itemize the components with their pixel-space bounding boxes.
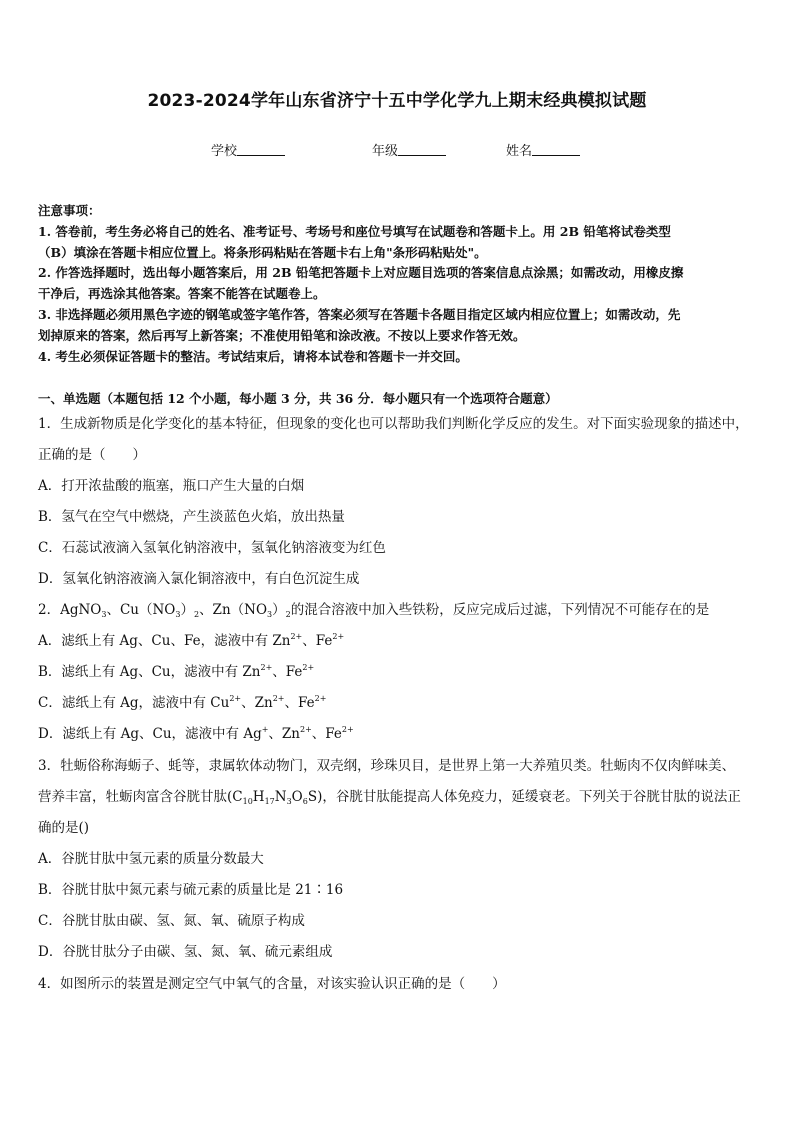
notice-line: 3. 非选择题必须用黑色字迹的钢笔或签字笔作答，答案必须写在答题卡各题目指定区域内相应位置上；如需改动，先 (38, 306, 681, 322)
superscript: 2+ (314, 694, 327, 703)
question-3-option-b: B．谷胱甘肽中氮元素与硫元素的质量比是 21∶16 (38, 882, 344, 898)
notice-line: 2. 作答选择题时，选出每小题答案后，用 2B 铅笔把答题卡上对应题目选项的答案信息点涂黑；如需改动，用橡皮擦 (38, 265, 684, 281)
text-run: 2．AgNO (38, 602, 102, 618)
notice-line: 1. 答卷前，考生务必将自己的姓名、准考证号、考场号和座位号填写在试题卷和答题卡上。用 2B 铅笔将试卷类型 (38, 223, 671, 239)
question-1 (38, 409, 760, 595)
superscript: 2+ (332, 632, 345, 641)
text-run: H (252, 789, 265, 805)
name-field (506, 140, 580, 159)
notice-line: （B）填涂在答题卡相应位置上。将条形码粘贴在答题卡右上角"条形码粘贴处"。 (38, 244, 487, 260)
text-run: 、Fe (272, 664, 303, 680)
text-run: 、Zn (241, 695, 273, 711)
question-2-stem (38, 595, 760, 626)
notice-block (38, 201, 760, 367)
notice-line: 4. 考生必须保证答题卡的整洁。考试结束后，请将本试卷和答题卡一并交回。 (38, 348, 468, 364)
notice-line: 划掉原来的答案，然后再写上新答案；不准使用铅笔和涂改液。不按以上要求作答无效。 (38, 327, 526, 343)
question-3-option-d: D．谷胱甘肽分子由碳、氢、氮、氧、硫元素组成 (38, 944, 333, 960)
subscript: 3 (267, 610, 273, 619)
subscript: 2 (193, 610, 200, 619)
text-run: O (291, 789, 303, 805)
question-1-option-b: B．氢气在空气中燃烧，产生淡蓝色火焰，放出热量 (38, 509, 345, 525)
question-2 (38, 595, 760, 750)
superscript: 2+ (302, 663, 315, 672)
notice-heading: 注意事项： (38, 203, 101, 218)
text-run: 的混合溶液中加入些铁粉，反应完成后过滤，下列情况不可能存在的是 (290, 602, 710, 618)
school-label: 学校 (211, 144, 238, 159)
question-3-stem-end: 确的是() (38, 820, 90, 836)
question-2-option-d (38, 719, 760, 750)
question-1-option-a: A．打开浓盐酸的瓶塞，瓶口产生大量的白烟 (38, 478, 305, 494)
grade-field (372, 140, 446, 159)
subscript: 3 (175, 610, 181, 619)
text-run: 、Zn (268, 726, 300, 742)
school-blank (237, 143, 285, 156)
question-4-stem: 4．如图所示的装置是测定空气中氧气的含量，对该实验认识正确的是（ ） (38, 976, 506, 992)
name-label: 姓名 (506, 144, 533, 159)
text-run: 、Zn（NO (199, 602, 268, 618)
name-blank (532, 143, 580, 156)
school-field (211, 140, 285, 159)
question-3-stem: 3．牡蛎俗称海蛎子、蚝等，隶属软体动物门，双壳纲，珍珠贝目，是世界上第一大养殖贝类。牡蛎肉不仅肉鲜味美、 (38, 758, 736, 774)
superscript: 2+ (229, 694, 242, 703)
text-run: 、Cu（NO (106, 602, 176, 618)
superscript: 2+ (341, 725, 354, 734)
text-run: D．滤纸上有 Ag、Cu，滤液中有 Ag (38, 726, 262, 742)
text-run: 营养丰富，牡蛎肉富含谷胱甘肽(C (38, 789, 243, 805)
question-4 (38, 969, 760, 1000)
text-run: N (274, 789, 287, 805)
superscript: 2+ (300, 725, 312, 734)
text-run: C．滤纸上有 Ag，滤液中有 Cu (38, 695, 230, 711)
superscript: 2+ (272, 694, 285, 703)
subscript: 3 (286, 797, 292, 806)
question-1-stem-cont: 正确的是（ ） (38, 447, 146, 463)
question-1-stem: 1．生成新物质是化学变化的基本特征，但现象的变化也可以帮助我们判断化学反应的发生。对下面实验现象的描述中， (38, 416, 749, 432)
text-run: B．滤纸上有 Ag、Cu，滤液中有 Zn (38, 664, 261, 680)
question-2-option-a (38, 626, 760, 657)
question-3-option-c: C．谷胱甘肽由碳、氢、氮、氧、硫原子构成 (38, 913, 305, 929)
text-run: 、Fe (284, 695, 315, 711)
text-run: A．滤纸上有 Ag、Cu、Fe，滤液中有 Zn (38, 633, 291, 649)
superscript: + (261, 725, 269, 734)
notice-line: 干净后，再选涂其他答案。答案不能答在试题卷上。 (38, 286, 326, 302)
text-run: 、Fe (311, 726, 342, 742)
text-run: ） (180, 602, 194, 618)
text-run: ） (272, 602, 286, 618)
text-run: S)，谷胱甘肽能提高人体免疫力，延缓衰老。下列关于谷胱甘肽的说法正 (307, 789, 741, 805)
question-3-option-a: A．谷胱甘肽中氢元素的质量分数最大 (38, 851, 264, 867)
grade-label: 年级 (372, 144, 399, 159)
exam-title: 2023-2024学年山东省济宁十五中学化学九上期末经典模拟试题 (147, 91, 647, 111)
superscript: 2+ (260, 663, 273, 672)
section-heading: 一、单选题（本题包括 12 个小题，每小题 3 分，共 36 分．每小题只有一个选项符合题意） (38, 391, 558, 406)
question-2-option-b (38, 657, 760, 688)
superscript: 2+ (290, 632, 303, 641)
subscript: 3 (101, 610, 107, 619)
question-1-option-d: D．氢氧化钠溶液滴入氯化铜溶液中，有白色沉淀生成 (38, 571, 360, 587)
subscript: 2 (285, 610, 291, 619)
subscript: 10 (242, 797, 253, 806)
grade-blank (398, 143, 446, 156)
question-3-stem-cont (38, 782, 760, 813)
subscript: 17 (264, 797, 275, 806)
question-3 (38, 751, 760, 968)
question-2-option-c (38, 688, 760, 719)
question-1-option-c: C．石蕊试液滴入氢氧化钠溶液中，氢氧化钠溶液变为红色 (38, 540, 386, 556)
text-run: 、Fe (302, 633, 333, 649)
subscript: 6 (302, 797, 308, 806)
